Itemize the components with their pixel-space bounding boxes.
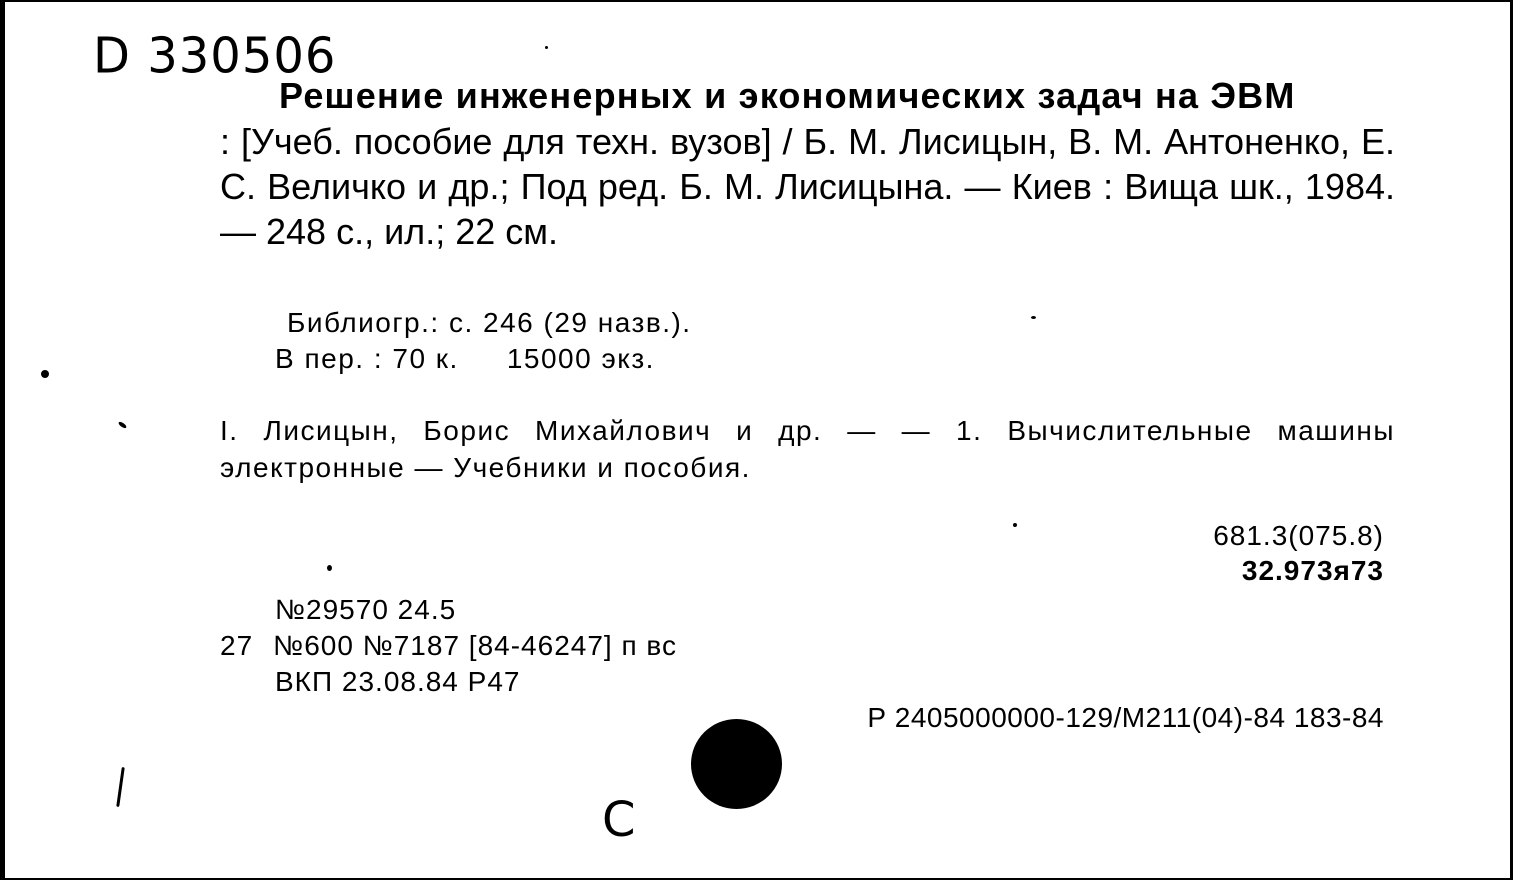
- scan-speck: [116, 767, 125, 807]
- registration-numbers: №600 №7187 [84-46247] п вс: [273, 630, 677, 661]
- registration-line-2: [220, 630, 677, 662]
- bbk-index: 32.973я73: [1241, 555, 1384, 586]
- book-title: Решение инженерных и экономических задач на ЭВМ: [279, 75, 1296, 116]
- binding-price: В пер. : 70 к.: [275, 343, 459, 374]
- scan-speck: [1031, 316, 1036, 319]
- scan-speck: [327, 565, 332, 571]
- udc-index: 681.3(075.8): [1213, 520, 1384, 551]
- scan-speck: [545, 46, 548, 49]
- registration-line-1: №29570 24.5: [275, 594, 457, 625]
- bibliographic-description: : [Учеб. пособие для техн. вузов] / Б. М. Лисицын, В. М. Антоненко, Е. С. Величко и др.; Под ред. Б. М. Лисицына. — Киев : Вища шк., 1984. — 248 с., ил.; 22 см.: [220, 121, 1395, 252]
- price-and-print-run: [275, 343, 655, 375]
- tracings: I. Лисицын, Борис Михайлович и др. — — 1. Вычислительные машины электронные — Учебники и пособия.: [220, 415, 1395, 483]
- punch-hole: [691, 719, 782, 809]
- scan-speck: [41, 370, 49, 378]
- print-run: 15000 экз.: [506, 343, 655, 374]
- bibliography-note: Библиогр.: с. 246 (29 назв.).: [287, 307, 692, 338]
- stamp-number: D 330506: [93, 27, 337, 85]
- registration-prefix: 27: [220, 630, 254, 661]
- registration-line-3: ВКП 23.08.84 Р47: [275, 666, 521, 697]
- handwritten-mark: С: [602, 792, 636, 848]
- scan-speck: [1013, 523, 1017, 527]
- publisher-code-line: Р 2405000000-129/М211(04)-84 183-84: [867, 702, 1384, 733]
- scan-speck: [118, 421, 128, 429]
